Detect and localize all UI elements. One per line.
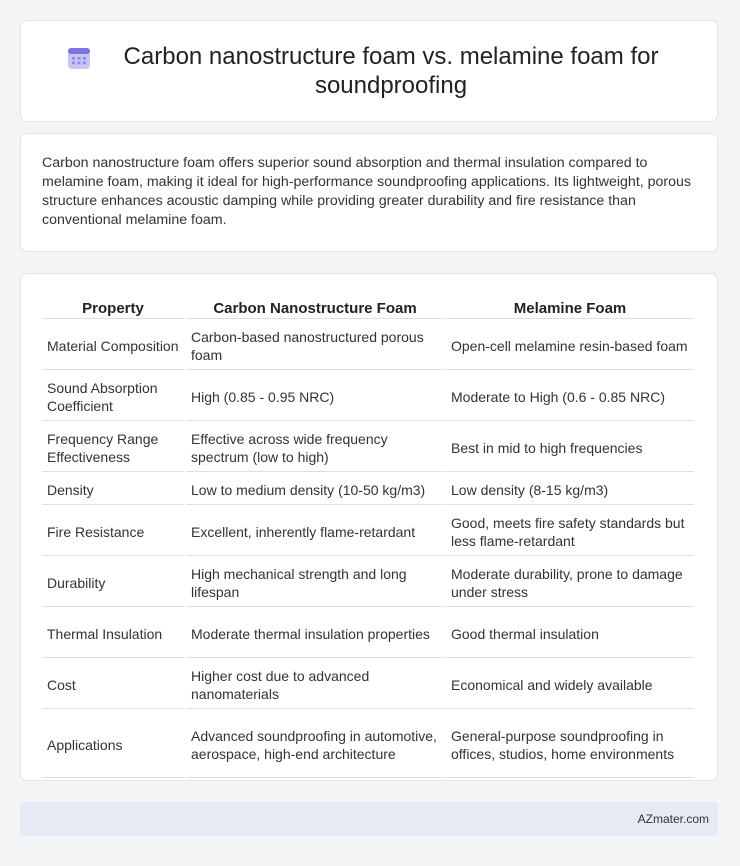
footer-bar [20,802,718,836]
melamine-cell: Moderate to High (0.6 - 0.85 NRC) [446,372,694,421]
melamine-cell: Good thermal insulation [446,609,694,658]
property-cell: Frequency Range Effectiveness [42,423,184,472]
carbon-cell: Higher cost due to advanced nanomaterials [186,660,444,709]
melamine-cell: General-purpose soundproofing in offices, studios, home environments [446,711,694,778]
summary-text: Carbon nanostructure foam offers superior sound absorption and thermal insulation compared to melamine foam, making it ideal for high-performance soundproofing applications. Its lightweight, porous structure enhances acoustic damping while providing greater durability and fire resistance than conventional melamine foam. [42,155,692,228]
header-property: Property [42,296,184,319]
melamine-cell: Open-cell melamine resin-based foam [446,321,694,370]
property-cell: Material Composition [42,321,184,370]
carbon-cell: Effective across wide frequency spectrum (low to high) [186,423,444,472]
property-cell: Thermal Insulation [42,609,184,658]
property-cell: Density [42,474,184,505]
title-wrap [49,42,689,100]
header-carbon-foam: Carbon Nanostructure Foam [186,296,444,319]
table-row [42,507,694,556]
carbon-cell: High (0.85 - 0.95 NRC) [186,372,444,421]
property-cell: Sound Absorption Coefficient [42,372,184,421]
carbon-cell: High mechanical strength and long lifespan [186,558,444,607]
carbon-cell: Moderate thermal insulation properties [186,609,444,658]
table-row [42,558,694,607]
table-row [42,660,694,709]
footer-brand: AZmater.com [637,812,709,826]
summary-card [20,133,718,252]
title-card [20,20,718,122]
table-row [42,321,694,370]
melamine-cell: Good, meets fire safety standards but less flame-retardant [446,507,694,556]
comparison-card [20,273,718,781]
melamine-cell: Low density (8-15 kg/m3) [446,474,694,505]
calendar-top [68,48,90,54]
carbon-cell: Advanced soundproofing in automotive, aerospace, high-end architecture [186,711,444,778]
carbon-cell: Low to medium density (10-50 kg/m3) [186,474,444,505]
calendar-grid-icon [67,46,91,70]
property-cell: Applications [42,711,184,778]
page-title: Carbon nanostructure foam vs. melamine foam for soundproofing [123,43,659,99]
melamine-cell: Economical and widely available [446,660,694,709]
carbon-cell: Excellent, inherently flame-retardant [186,507,444,556]
table-row [42,609,694,658]
melamine-cell: Best in mid to high frequencies [446,423,694,472]
melamine-cell: Moderate durability, prone to damage under stress [446,558,694,607]
table-header-row [42,296,694,319]
table-row [42,372,694,421]
property-cell: Fire Resistance [42,507,184,556]
property-cell: Durability [42,558,184,607]
property-cell: Cost [42,660,184,709]
header-melamine-foam: Melamine Foam [446,296,694,319]
table-row [42,711,694,778]
table-row [42,474,694,505]
table-row [42,423,694,472]
comparison-table [40,294,696,780]
carbon-cell: Carbon-based nanostructured porous foam [186,321,444,370]
